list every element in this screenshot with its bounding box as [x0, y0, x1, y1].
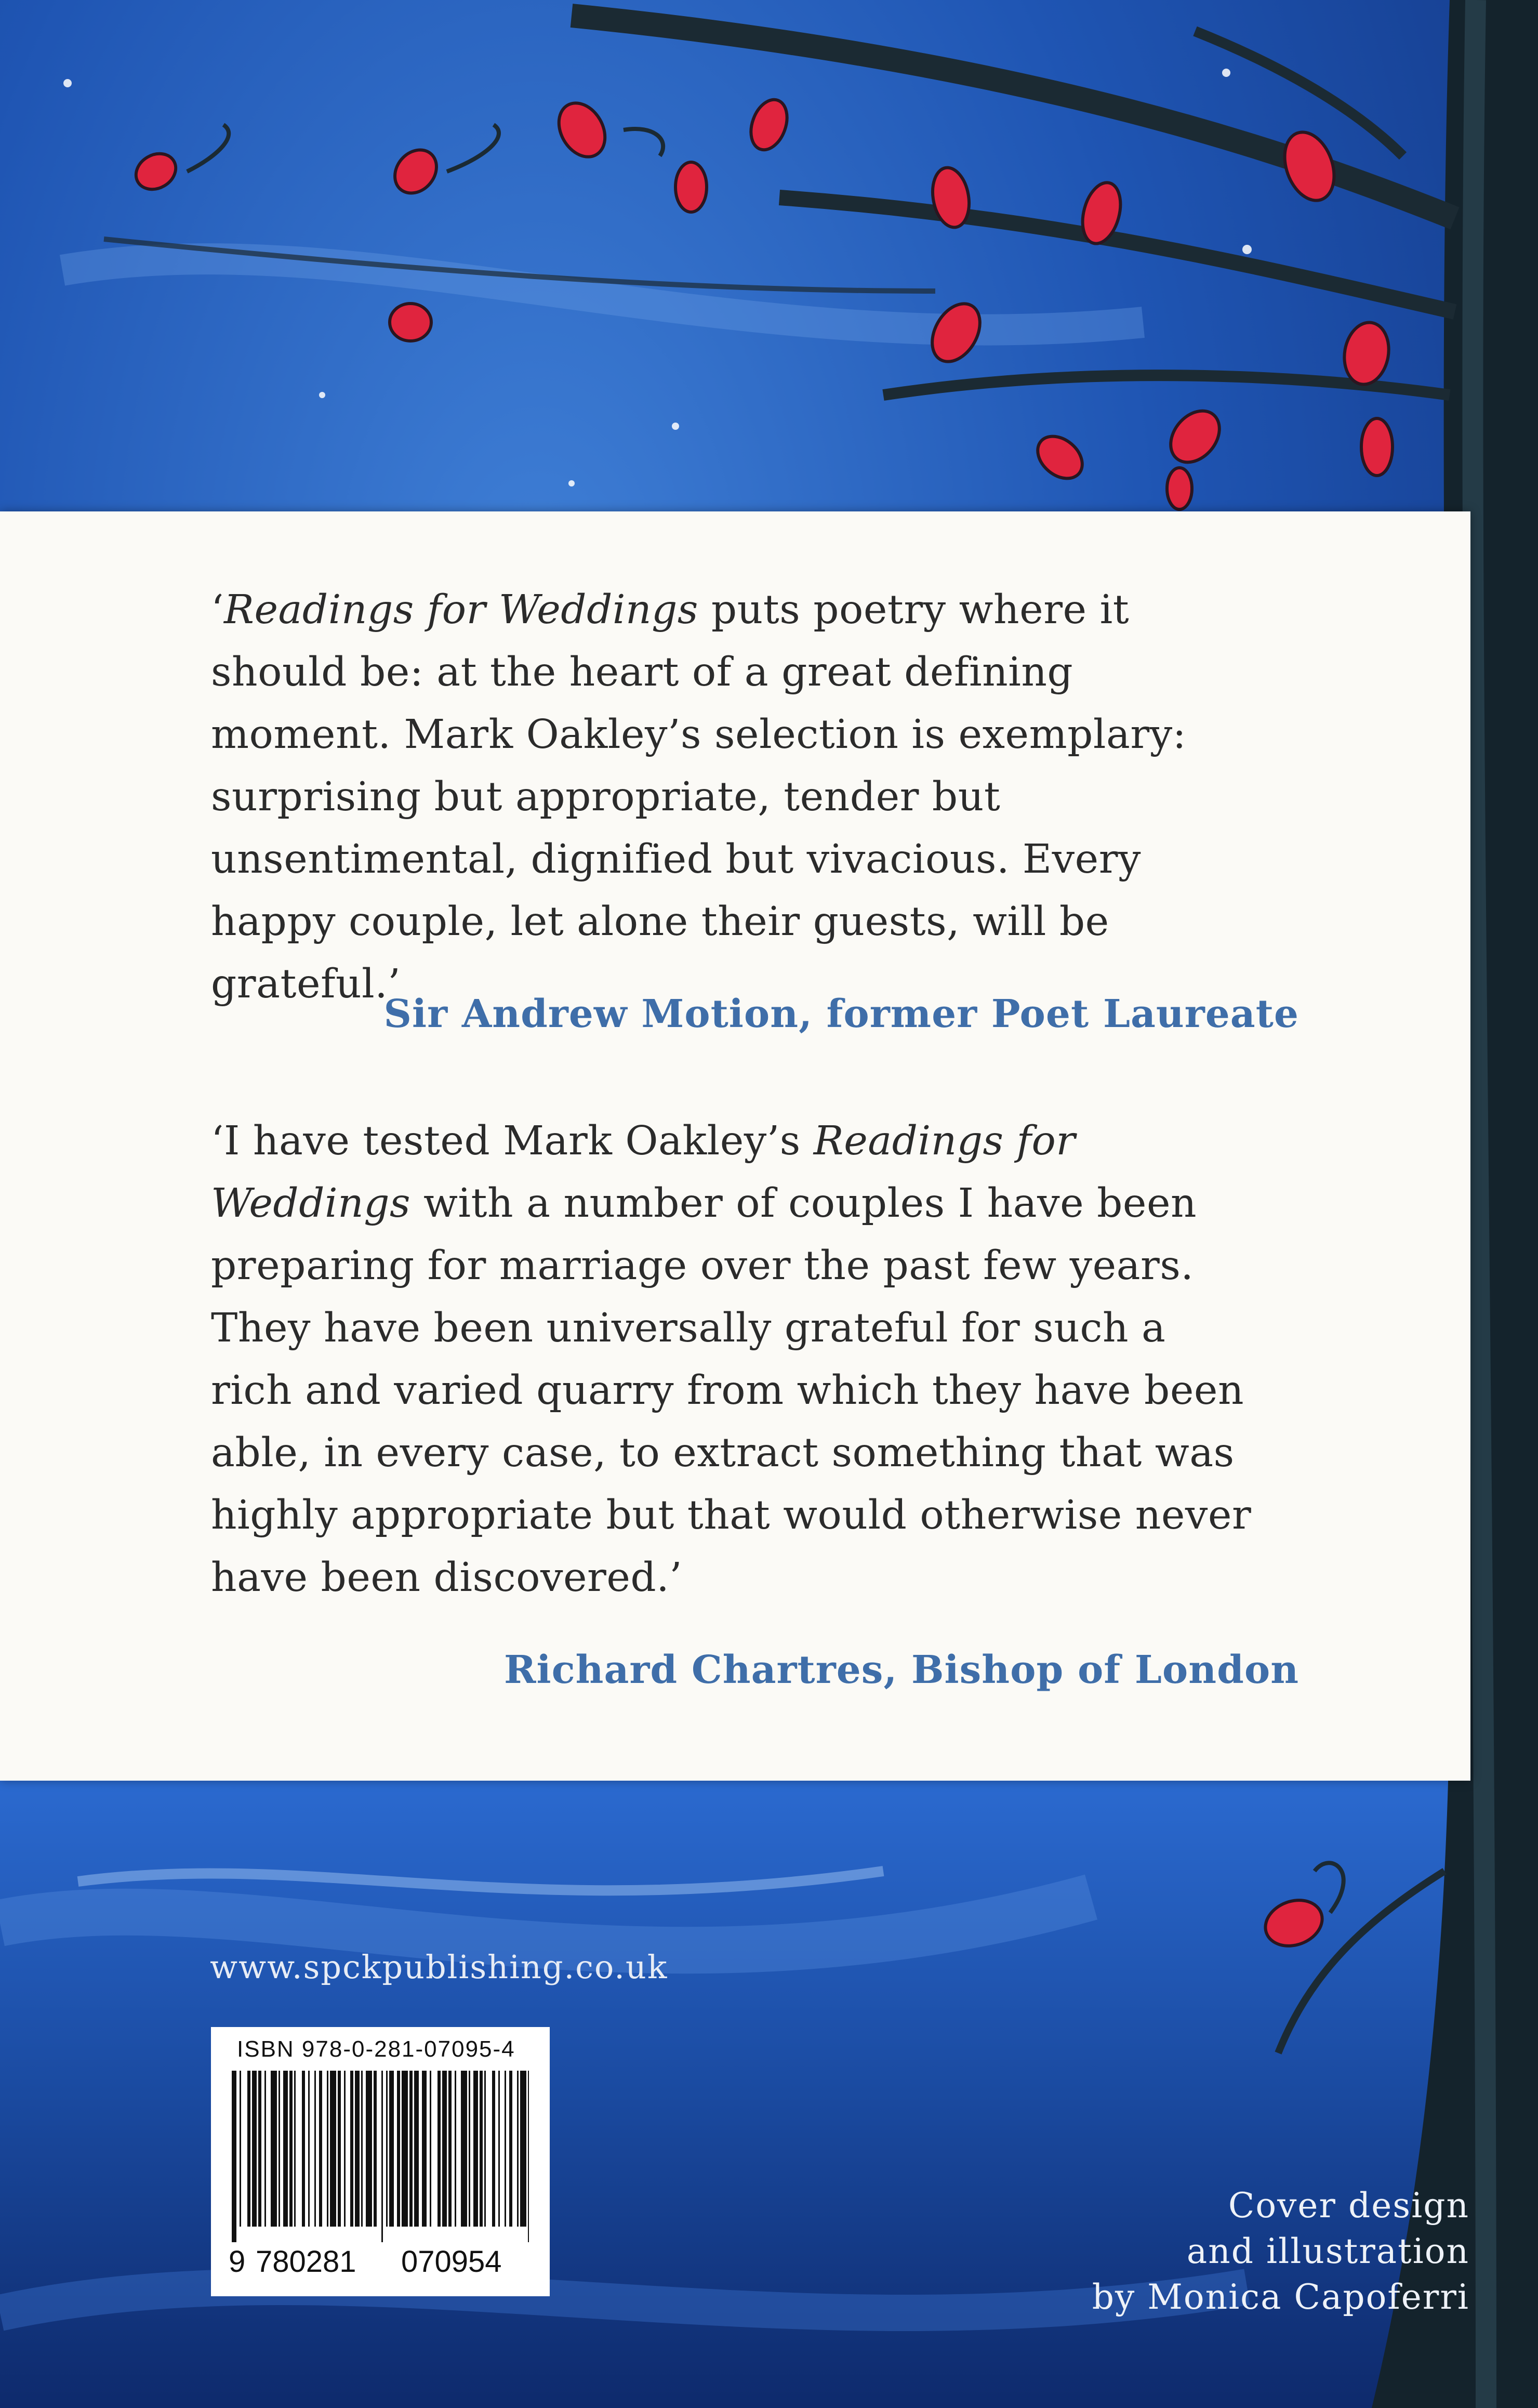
credit-line: Cover design	[1228, 2186, 1469, 2226]
barcode-bar	[302, 2071, 305, 2227]
barcode-bar	[492, 2071, 495, 2227]
barcode-bar	[409, 2071, 413, 2227]
barcode-bar	[448, 2071, 452, 2227]
barcode-bar	[402, 2071, 408, 2227]
barcode-bar	[437, 2071, 441, 2227]
barcode-bar	[319, 2071, 322, 2227]
credit-line: by Monica Capoferri	[1092, 2277, 1469, 2317]
isbn-label: ISBN 978-0-281-07095-4	[237, 2036, 515, 2062]
barcode-bar	[330, 2071, 336, 2227]
barcode-bar	[469, 2071, 470, 2227]
barcode-bar	[374, 2071, 377, 2227]
barcode-bar	[397, 2071, 400, 2227]
barcode-bar	[344, 2071, 346, 2227]
barcode-bar	[480, 2071, 483, 2227]
barcode-bar	[232, 2071, 236, 2242]
attribution-chartres: Richard Chartres, Bishop of London	[503, 1648, 1299, 1692]
barcode-bar	[294, 2071, 296, 2227]
quote-chartres	[211, 1110, 1255, 1609]
barcode-bar	[422, 2071, 427, 2227]
barcode-bar	[327, 2071, 328, 2227]
barcode-bar	[283, 2071, 288, 2227]
barcode-digit-lead: 9	[229, 2245, 246, 2279]
barcode-bar	[473, 2071, 478, 2227]
quote-text: with a number of couples I have been preparing for marriage over the past few years. They have been universally grateful for such a rich and varied quarry from which they have been able, in every case, to extract something that was highly appropriate but that would otherwise never have been discovered.’	[211, 1180, 1252, 1601]
barcode-bar	[389, 2071, 394, 2227]
barcode-digits-left: 780281	[256, 2245, 356, 2279]
barcode-bar	[355, 2071, 360, 2227]
barcode-bar	[414, 2071, 419, 2227]
barcode-bar	[386, 2071, 388, 2227]
cover-credits	[1092, 2183, 1469, 2320]
barcode-bar	[308, 2071, 310, 2227]
quote-motion	[211, 579, 1255, 1016]
barcode-bar	[430, 2071, 431, 2227]
book-title: Readings for Weddings	[223, 587, 698, 633]
isbn-barcode	[211, 2027, 550, 2296]
barcode-bar	[509, 2071, 512, 2227]
barcode-bar	[520, 2071, 526, 2227]
barcode-bar	[484, 2071, 486, 2227]
barcode-bar	[455, 2071, 456, 2227]
barcode-bar	[442, 2071, 447, 2227]
barcode-bar	[505, 2071, 506, 2227]
attribution-motion: Sir Andrew Motion, former Poet Laureate	[383, 992, 1299, 1036]
barcode-bar	[338, 2071, 341, 2227]
book-title: Readings for Weddings	[211, 1118, 1076, 1227]
credit-line: and illustration	[1186, 2231, 1469, 2271]
barcode-bar	[498, 2071, 500, 2227]
quote-open-mark: ‘	[211, 587, 224, 633]
barcode-bar	[289, 2071, 293, 2227]
publisher-website[interactable]: www.spckpublishing.co.uk	[210, 1948, 668, 1986]
barcode-bar	[279, 2071, 280, 2227]
quote-text: puts poetry where it should be: at the heart of a great defining moment. Mark Oakley’s selection is exemplary: surprising but appropriate, tender but unsentimental, dignified but vivacious. Every happy couple, let alone their guests, will be grateful.’	[211, 587, 1187, 1007]
barcode-bar	[381, 2071, 383, 2242]
barcode-digits-right: 070954	[401, 2245, 502, 2279]
barcode-bar	[366, 2071, 372, 2227]
barcode-bar	[350, 2071, 353, 2227]
barcode-bar	[258, 2071, 261, 2227]
barcode-bar	[528, 2071, 529, 2242]
barcode-bars	[232, 2071, 529, 2242]
barcode-bar	[361, 2071, 363, 2227]
barcode-bar	[461, 2071, 467, 2227]
barcode-bar	[517, 2071, 519, 2227]
barcode-bar	[264, 2071, 266, 2227]
barcode-bar	[271, 2071, 277, 2227]
barcode-bar	[240, 2071, 241, 2227]
barcode-bar	[252, 2071, 257, 2227]
barcode-bar	[314, 2071, 316, 2227]
quote-text-before: ‘I have tested Mark Oakley’s	[211, 1118, 814, 1164]
barcode-bar	[247, 2071, 250, 2227]
